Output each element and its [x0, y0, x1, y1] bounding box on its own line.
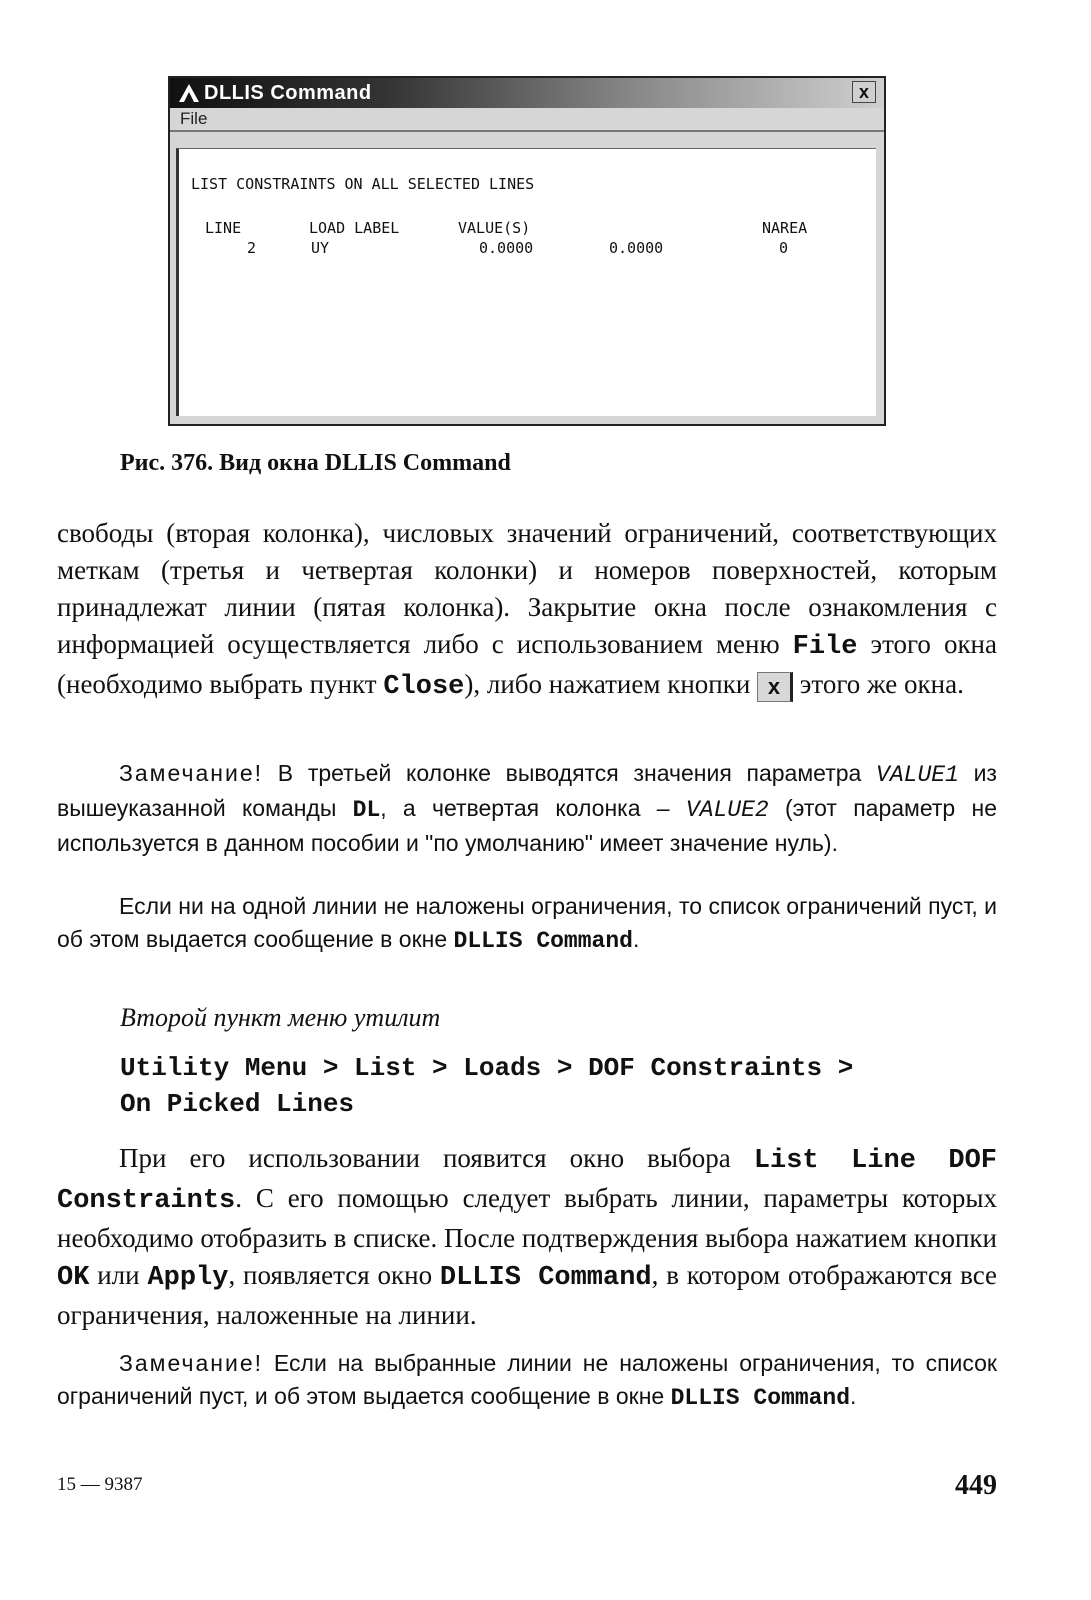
text: .: [632, 926, 640, 952]
text: (этот параметр не используется в данном пособии и "по умолчанию" имеет значение нуль).: [57, 795, 997, 856]
dllis-window: [168, 76, 886, 426]
column-header-narea: NAREA: [762, 219, 808, 237]
text: Если ни на одной линии не наложены ограничения, то список ограничений пуст, и об этом выдается сообщение в окне: [57, 893, 997, 952]
menu-bar: [170, 108, 884, 132]
cell-value2: 0.0000: [609, 239, 664, 257]
note-2: [57, 890, 997, 958]
text: ), либо нажатием кнопки: [464, 669, 758, 699]
note-lead: Замечание!: [119, 760, 264, 786]
note-3: [57, 1347, 997, 1415]
cell-line: 2: [247, 239, 257, 257]
text: . С его помощью следует выбрать линии, параметры которых необходимо отобразить в списке. После подтверждения выбора нажатием кнопки: [57, 1183, 997, 1253]
text: из вышеуказанной команды: [57, 760, 997, 821]
ansys-logo-icon: [178, 82, 200, 104]
footer-signature: 15 — 9387: [57, 1474, 143, 1495]
text: свободы (вторая колонка), числовых значений ограничений, соответствующих меткам (третья и четвертая колонки) и номеров поверхностей, которым принадлежат линии (пятая колонка). Закрытие окна после ознакомления с информацией осуществляется либо с использованием меню: [57, 518, 997, 659]
text: , появляется окно: [228, 1260, 440, 1290]
code-dl: DL: [352, 797, 381, 823]
cell-label: UY: [311, 239, 330, 257]
figure-caption: Рис. 376. Вид окна DLLIS Command: [120, 450, 511, 476]
window-titlebar[interactable]: [170, 78, 884, 108]
note-lead: Замечание!: [119, 1350, 264, 1376]
code-dllis: DLLIS Command: [439, 1263, 652, 1293]
text: При его использовании появится окно выбора: [119, 1143, 754, 1173]
window-title: DLLIS Command: [204, 81, 372, 104]
menu-path-line-2: On Picked Lines: [120, 1089, 355, 1119]
param-value2: VALUE2: [685, 797, 769, 823]
text: этого окна (необходимо выбрать пункт: [57, 629, 997, 699]
param-value1: VALUE1: [876, 762, 959, 788]
column-header-line: LINE: [205, 219, 242, 237]
close-button-image: x: [757, 672, 793, 702]
close-icon: x: [858, 81, 869, 102]
output-area: [176, 148, 876, 416]
page-number: 449: [955, 1470, 997, 1501]
text: , в котором отображаются все ограничения, наложенные на линии.: [57, 1260, 998, 1330]
text: или: [89, 1260, 148, 1290]
column-header-values: VALUE(S): [458, 219, 531, 237]
menu-file[interactable]: File: [180, 109, 208, 128]
code-close: Close: [383, 672, 465, 702]
menu-path: [120, 1050, 853, 1122]
note-1: [57, 757, 997, 860]
text: этого же окна.: [793, 669, 964, 699]
paragraph-2: [57, 1140, 997, 1334]
paragraph-1: [57, 515, 997, 706]
code-ok: OK: [57, 1263, 90, 1293]
cell-narea: 0: [779, 239, 789, 257]
code-dllis: DLLIS Command: [453, 928, 633, 954]
section-title: Второй пункт меню утилит: [120, 1003, 441, 1032]
text: В третьей колонке выводятся значения параметра: [263, 760, 877, 786]
code-list-line-dof: List Line DOF Constraints: [57, 1146, 998, 1216]
code-dllis: DLLIS Command: [670, 1385, 851, 1411]
code-file: File: [792, 632, 858, 662]
text: , а четвертая колонка –: [380, 795, 686, 821]
menu-path-line-1: Utility Menu > List > Loads > DOF Constraints >: [120, 1053, 854, 1083]
text: .: [850, 1383, 857, 1409]
code-apply: Apply: [147, 1263, 229, 1293]
output-header-line: LIST CONSTRAINTS ON ALL SELECTED LINES: [191, 175, 535, 193]
cell-value1: 0.0000: [479, 239, 534, 257]
column-header-load-label: LOAD LABEL: [309, 219, 400, 237]
text: Если на выбранные линии не наложены ограничения, то список ограничений пуст, и об этом выдается сообщение в окне: [57, 1350, 997, 1409]
close-button[interactable]: [852, 81, 876, 103]
